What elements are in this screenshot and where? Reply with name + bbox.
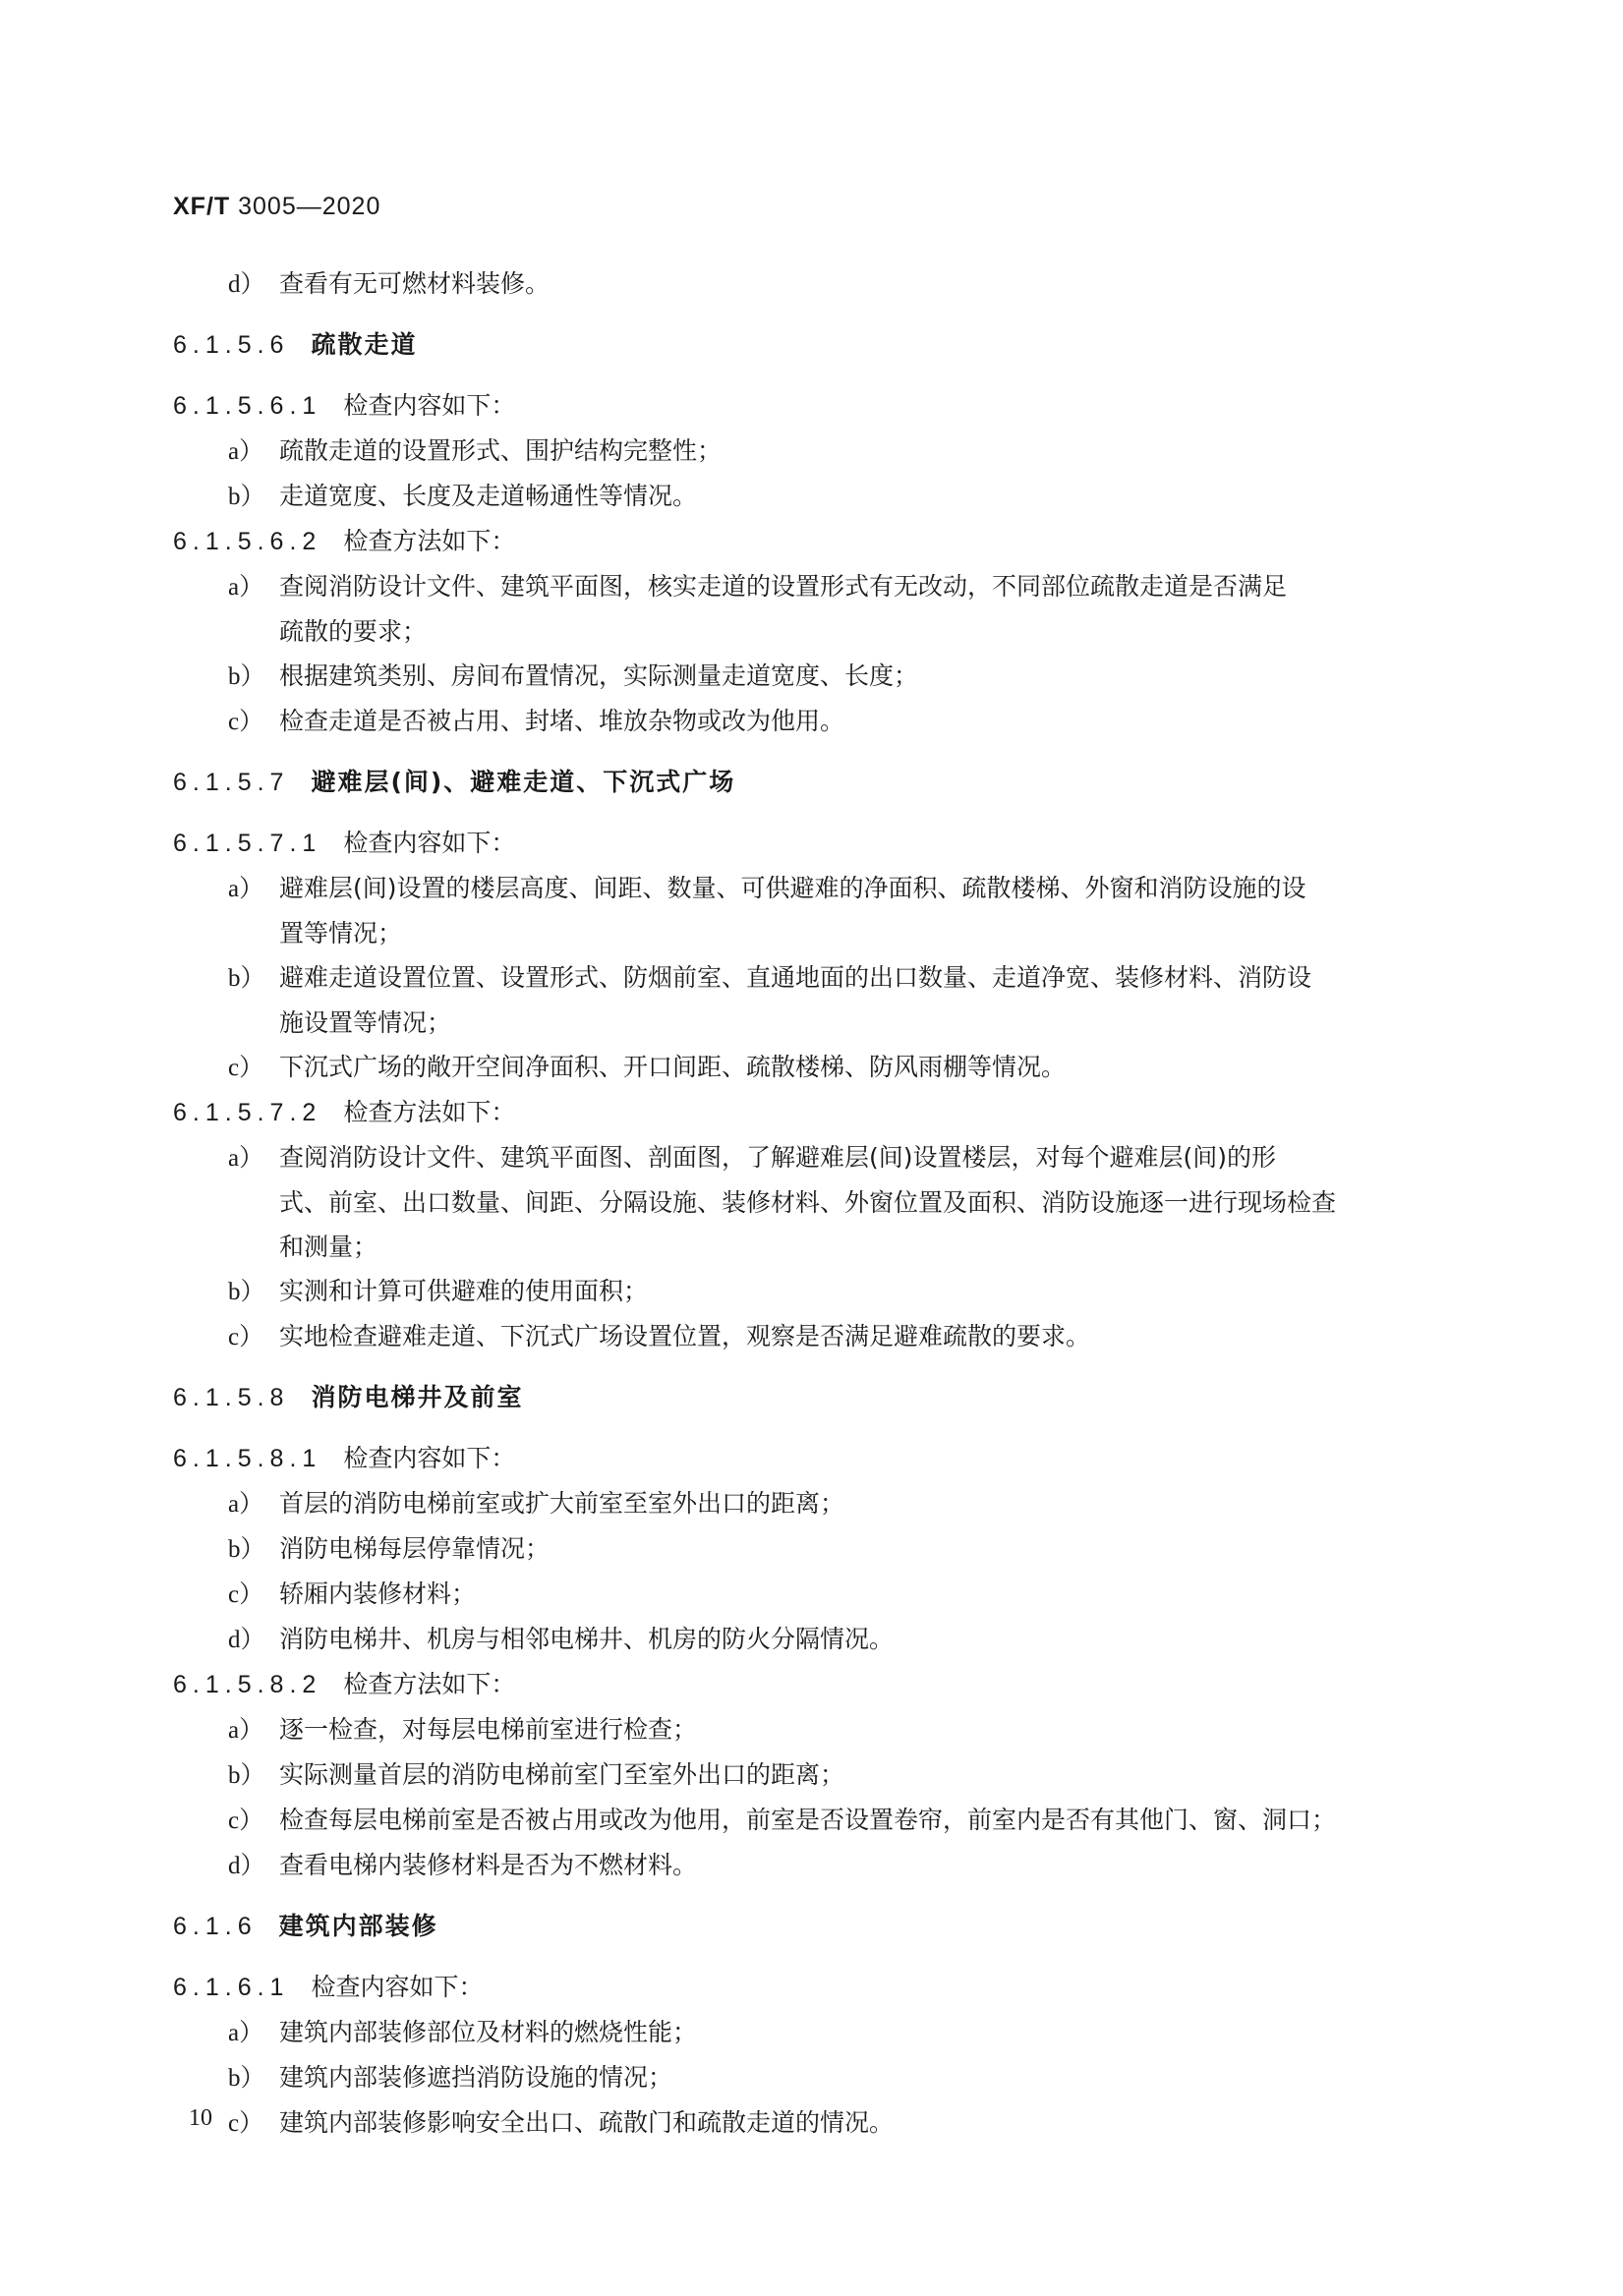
list-item-text: 检查走道是否被占用、封堵、堆放杂物或改为他用。 [279, 707, 845, 735]
clause-number: 6.1.5.7.2 [173, 1099, 322, 1126]
section-title: 避难层(间)、避难走道、下沉式广场 [311, 768, 736, 796]
list-item [173, 474, 1451, 519]
section-number: 6.1.5.6 [173, 331, 290, 359]
list-item [173, 1843, 1451, 1888]
clause-text: 检查方法如下： [343, 527, 516, 555]
list-item-marker: c） [228, 1324, 264, 1350]
list-item-text: 消防电梯每层停靠情况； [279, 1534, 551, 1563]
list-item-marker: b） [228, 484, 265, 510]
list-item-text: 避难层(间)设置的楼层高度、间距、数量、可供避难的净面积、疏散楼梯、外窗和消防设施的设 [279, 874, 1306, 902]
list-item-text: 查阅消防设计文件、建筑平面图，核实走道的设置形式有无改动，不同部位疏散走道是否满足 [279, 572, 1288, 601]
clause-number: 6.1.5.8.1 [173, 1445, 322, 1472]
list-item-text: 实际测量首层的消防电梯前室门至室外出口的距离； [279, 1760, 845, 1789]
list-item-marker: a） [228, 876, 264, 902]
list-item-continuation: 和测量； [279, 1233, 378, 1261]
list-item-marker: d） [228, 1627, 265, 1653]
section-title: 疏散走道 [311, 330, 418, 359]
section-heading [173, 1904, 1451, 1949]
clause [173, 821, 1451, 866]
list-item [173, 699, 1451, 744]
list-item [173, 564, 1451, 609]
section-heading [173, 760, 1451, 805]
clause-number: 6.1.5.7.1 [173, 830, 322, 857]
clause [173, 383, 1451, 429]
list-item-text: 首层的消防电梯前室或扩大前室至室外出口的距离； [279, 1489, 845, 1518]
list-item [173, 1707, 1451, 1752]
list-item-marker: b） [228, 663, 265, 690]
list-item-text: 建筑内部装修部位及材料的燃烧性能； [279, 2018, 698, 2046]
list-item-marker: a） [228, 574, 264, 601]
list-item [173, 1269, 1451, 1314]
list-item-text: 建筑内部装修影响安全出口、疏散门和疏散走道的情况。 [279, 2108, 895, 2137]
clause-text: 检查内容如下： [343, 391, 516, 420]
list-item [173, 2100, 1451, 2146]
section-heading [173, 322, 1451, 368]
clause [173, 1965, 1451, 2010]
standard-number: 3005—2020 [238, 193, 381, 220]
list-item-marker: a） [228, 1717, 264, 1744]
clause-text: 检查内容如下： [343, 829, 516, 857]
list-item [173, 1617, 1451, 1662]
document-body [173, 261, 1451, 2146]
clause-text: 检查方法如下： [343, 1098, 516, 1126]
clause [173, 1090, 1451, 1135]
list-item-marker: a） [228, 1491, 264, 1518]
list-item-text: 避难走道设置位置、设置形式、防烟前室、直通地面的出口数量、走道净宽、装修材料、消防设 [279, 963, 1312, 992]
list-item [173, 1752, 1451, 1798]
list-item-marker: d） [228, 271, 265, 298]
list-item [173, 1045, 1451, 1090]
list-item-text: 消防电梯井、机房与相邻电梯井、机房的防火分隔情况。 [279, 1625, 895, 1653]
list-item-marker: c） [228, 1808, 264, 1834]
list-item [173, 1481, 1451, 1526]
document-header [173, 193, 380, 221]
list-item-text: 查阅消防设计文件、建筑平面图、剖面图，了解避难层(间)设置楼层，对每个避难层(间)的形 [279, 1143, 1277, 1172]
list-item [173, 1526, 1451, 1572]
list-item [173, 261, 1451, 307]
list-item [173, 955, 1451, 1001]
list-item-text: 下沉式广场的敞开空间净面积、开口间距、疏散楼梯、防风雨棚等情况。 [279, 1053, 1067, 1081]
list-item-marker: d） [228, 1853, 265, 1879]
list-item-marker: b） [228, 965, 265, 992]
list-item-marker: b） [228, 1762, 265, 1789]
list-item-text: 轿厢内装修材料； [279, 1579, 477, 1608]
section-title: 建筑内部装修 [278, 1912, 438, 1940]
list-item-text: 实地检查避难走道、下沉式广场设置位置，观察是否满足避难疏散的要求。 [279, 1322, 1091, 1350]
page-number: 10 [189, 2105, 212, 2131]
list-item-marker: c） [228, 2110, 264, 2137]
list-item-text: 疏散走道的设置形式、围护结构完整性； [279, 436, 723, 465]
list-item-marker: c） [228, 1055, 264, 1081]
list-item-continuation: 式、前室、出口数量、间距、分隔设施、装修材料、外窗位置及面积、消防设施逐一进行现场检查 [279, 1188, 1337, 1217]
list-item-text: 走道宽度、长度及走道畅通性等情况。 [279, 482, 698, 510]
clause-number: 6.1.5.6.1 [173, 392, 322, 420]
list-item-text: 查看有无可燃材料装修。 [279, 269, 551, 298]
list-item-continuation: 施设置等情况； [279, 1008, 452, 1037]
clause-number: 6.1.5.6.2 [173, 528, 322, 555]
list-item-continuation: 置等情况； [279, 919, 403, 947]
clause-number: 6.1.5.8.2 [173, 1671, 322, 1698]
list-item [173, 1314, 1451, 1359]
section-number: 6.1.5.8 [173, 1384, 290, 1411]
clause-number: 6.1.6.1 [173, 1974, 290, 2001]
list-item-marker: a） [228, 438, 264, 465]
list-item-text: 建筑内部装修遮挡消防设施的情况； [279, 2063, 673, 2092]
section-title: 消防电梯井及前室 [311, 1383, 524, 1411]
clause [173, 1662, 1451, 1707]
list-item-marker: a） [228, 2020, 264, 2046]
list-item [173, 2055, 1451, 2100]
list-item [173, 654, 1451, 699]
list-item-marker: b） [228, 2065, 265, 2092]
clause-text: 检查内容如下： [343, 1444, 516, 1472]
list-item-marker: b） [228, 1536, 265, 1563]
list-item-marker: b） [228, 1279, 265, 1305]
list-item [173, 1572, 1451, 1617]
list-item-text: 查看电梯内装修材料是否为不燃材料。 [279, 1851, 698, 1879]
list-item [173, 1135, 1451, 1180]
list-item-continuation: 疏散的要求； [279, 617, 428, 646]
clause [173, 519, 1451, 564]
list-item-marker: c） [228, 709, 264, 735]
clause-text: 检查方法如下： [343, 1670, 516, 1698]
list-item-text: 逐一检查，对每层电梯前室进行检查； [279, 1715, 698, 1744]
list-item [173, 429, 1451, 474]
section-number: 6.1.5.7 [173, 769, 290, 796]
list-item [173, 1798, 1451, 1843]
list-item [173, 2010, 1451, 2055]
list-item [173, 866, 1451, 911]
list-item-marker: a） [228, 1145, 264, 1172]
clause-text: 检查内容如下： [311, 1973, 484, 2001]
section-number: 6.1.6 [173, 1913, 258, 1940]
standard-code: XF/T [173, 193, 231, 220]
list-item-text: 根据建筑类别、房间布置情况，实际测量走道宽度、长度； [279, 661, 919, 690]
list-item-marker: c） [228, 1581, 264, 1608]
section-heading [173, 1375, 1451, 1420]
list-item-text: 实测和计算可供避难的使用面积； [279, 1277, 649, 1305]
list-item-text: 检查每层电梯前室是否被占用或改为他用，前室是否设置卷帘，前室内是否有其他门、窗、洞口； [279, 1806, 1337, 1834]
clause [173, 1436, 1451, 1481]
